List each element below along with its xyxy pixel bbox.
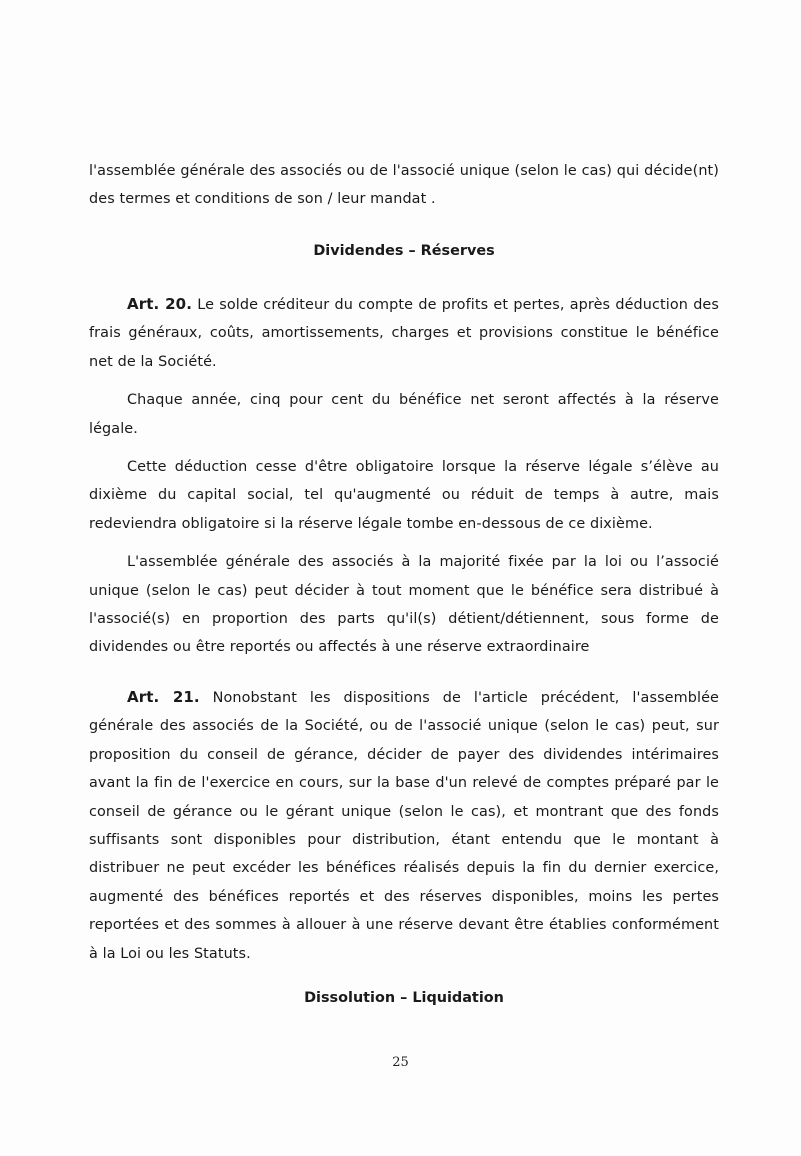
continuation-paragraph: l'assemblée générale des associés ou de l'associé unique (selon le cas) qui décide(nt) des termes et conditions de son / leur mandat . [89, 163, 719, 208]
dividendes-block [89, 290, 719, 662]
section-heading-dissolution: Dissolution – Liquidation [304, 990, 504, 1006]
article-21-block [89, 683, 719, 968]
legal-reserve-paragraph: Chaque année, cinq pour cent du bénéfice net seront affectés à la réserve légale. [89, 392, 719, 437]
article-21-label: Art. 21. [127, 688, 200, 706]
article-20-paragraph [89, 290, 719, 376]
continuation-block [89, 157, 719, 214]
page-number: 25 [392, 1055, 409, 1070]
distribution-paragraph: L'assemblée générale des associés à la majorité fixée par la loi ou l’associé unique (selon le cas) peut décider à tout moment que le bénéfice sera distribué à l'associé(s) en proportion des parts qu'il(s) détient/détiennent, sous forme de dividendes ou être reportés ou affectés à une réserve extraordinaire [89, 554, 719, 656]
deduction-paragraph: Cette déduction cesse d'être obligatoire lorsque la réserve légale s’élève au dixième du capital social, tel qu'augmenté ou réduit de temps à autre, mais redeviendra obligatoire si la réserve légale tombe en-dessous de ce dixième. [89, 459, 719, 532]
article-20-text: Le solde créditeur du compte de profits et pertes, après déduction des frais généraux, coûts, amortissements, charges et provisions constitue le bénéfice net de la Société. [89, 297, 719, 370]
article-21-text: Nonobstant les dispositions de l'article précédent, l'assemblée générale des associés de la Société, ou de l'associé unique (selon le cas) peut, sur proposition du conseil de gérance, décider de payer des dividendes intérimaires avant la fin de l'exercice en cours, sur la base d'un relevé de comptes préparé par le conseil de gérance ou le gérant unique (selon le cas), et montrant que des fonds suffisants sont disponibles pour distribution, étant entendu que le montant à distribuer ne peut excéder les bénéfices réalisés depuis la fin du dernier exercice, augmenté des bénéfices reportés et des réserves disponibles, moins les pertes reportées et des sommes à allouer à une réserve devant être établies conformément à la Loi ou les Statuts. [89, 690, 719, 962]
article-20-label: Art. 20. [127, 295, 193, 313]
article-21-paragraph [89, 683, 719, 968]
section-heading-dividendes: Dividendes – Réserves [313, 243, 495, 259]
